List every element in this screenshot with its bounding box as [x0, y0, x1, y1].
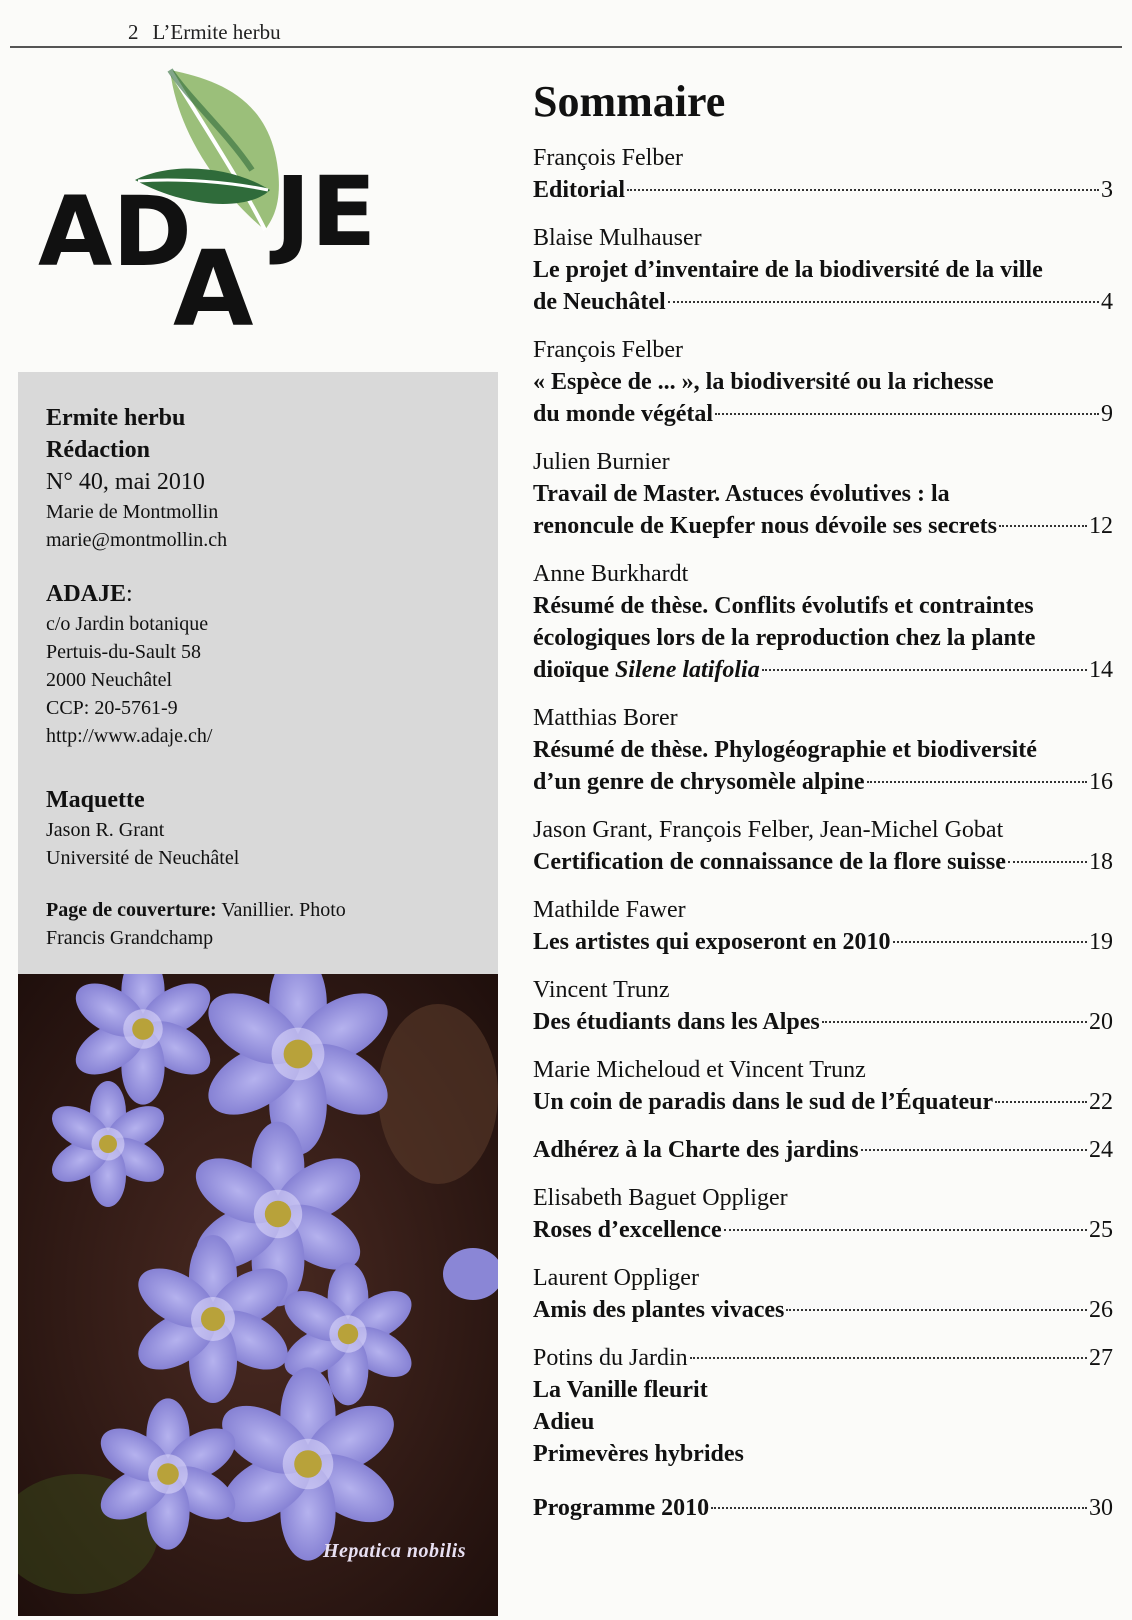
- toc-entry[interactable]: [533, 334, 1113, 430]
- toc-entry-potins[interactable]: [533, 1342, 1113, 1470]
- adaje-colon: :: [126, 581, 133, 607]
- toc-page: 30: [1089, 1495, 1113, 1521]
- toc-title-text: Les artistes qui exposeront en 2010: [533, 929, 891, 955]
- toc-author: Anne Burkhardt: [533, 561, 689, 587]
- editor-email[interactable]: marie@montmollin.ch: [46, 529, 228, 551]
- adaje-label: ADAJE: [46, 581, 127, 607]
- maquette-name: Jason R. Grant: [46, 819, 165, 841]
- toc-page: 9: [1101, 401, 1113, 427]
- toc-page: 25: [1089, 1217, 1113, 1243]
- toc-title-line: « Espèce de ... », la biodiversité ou la richesse: [533, 369, 994, 395]
- toc-page: 4: [1101, 289, 1113, 315]
- toc-author: Vincent Trunz: [533, 977, 670, 1003]
- cover-label: Page de couverture:: [46, 899, 217, 921]
- logo-text-je: JE: [275, 156, 377, 268]
- leader-dots: [786, 1309, 1087, 1311]
- toc-title-text: Amis des plantes vivaces: [533, 1297, 785, 1323]
- toc-author: François Felber: [533, 337, 683, 363]
- toc-author: Jason Grant, François Felber, Jean-Michel Gobat: [533, 817, 1004, 843]
- species-name: Silene latifolia: [615, 657, 760, 683]
- toc-title-text: d’un genre de chrysomèle alpine: [533, 769, 865, 795]
- redaction-label: Rédaction: [46, 437, 150, 463]
- address-line: Pertuis-du-Sault 58: [46, 641, 201, 663]
- toc-leader-line: [533, 1342, 1113, 1374]
- potins-item: Primevères hybrides: [533, 1441, 744, 1467]
- toc-author: Elisabeth Baguet Oppliger: [533, 1185, 788, 1211]
- leader-dots: [762, 669, 1087, 671]
- toc-page: 18: [1089, 849, 1113, 875]
- toc-page: 22: [1089, 1089, 1113, 1115]
- toc-page: 14: [1089, 657, 1113, 683]
- toc-title-text: Des étudiants dans les Alpes: [533, 1009, 820, 1035]
- toc-entry[interactable]: [533, 558, 1113, 686]
- photo-caption: Hepatica nobilis: [323, 1540, 466, 1562]
- toc-title-line: Résumé de thèse. Phylogéographie et biodiversité: [533, 737, 1037, 763]
- toc-page: 26: [1089, 1297, 1113, 1323]
- page-number: 2: [128, 20, 139, 44]
- toc-leader-line: [533, 1086, 1113, 1118]
- address-line: 2000 Neuchâtel: [46, 669, 173, 691]
- toc-leader-line: [533, 1134, 1113, 1166]
- leader-dots: [822, 1021, 1087, 1023]
- toc-author: Laurent Oppliger: [533, 1265, 699, 1291]
- toc-entry[interactable]: [533, 814, 1113, 878]
- leader-dots: [893, 941, 1087, 943]
- toc-author: Julien Burnier: [533, 449, 670, 475]
- toc-leader-line: [533, 1294, 1113, 1326]
- potins-item: Adieu: [533, 1409, 595, 1435]
- table-of-contents: [533, 74, 1113, 1540]
- address-line: c/o Jardin botanique: [46, 613, 209, 635]
- leader-dots: [1008, 861, 1087, 863]
- toc-leader-line: [533, 398, 1113, 430]
- toc-page: 24: [1089, 1137, 1113, 1163]
- adaje-address-block: [46, 578, 212, 750]
- leader-dots: [995, 1101, 1087, 1103]
- cover-credit-block: [46, 896, 346, 952]
- cover-text: Vanillier. Photo: [216, 899, 346, 921]
- toc-title-text: dioïque: [533, 657, 616, 683]
- toc-leader-line: [533, 654, 1113, 686]
- masthead-panel: [18, 372, 498, 974]
- issue-number: N° 40, mai 2010: [46, 469, 205, 495]
- toc-leader-line: [533, 510, 1113, 542]
- toc-entry[interactable]: [533, 142, 1113, 206]
- leader-dots: [690, 1357, 1087, 1359]
- website-link[interactable]: http://www.adaje.ch/: [46, 725, 213, 747]
- toc-title-text: du monde végétal: [533, 401, 713, 427]
- potins-label: Potins du Jardin: [533, 1345, 688, 1371]
- toc-leader-line: [533, 1492, 1113, 1524]
- toc-page: 12: [1089, 513, 1113, 539]
- leader-dots: [711, 1507, 1087, 1509]
- toc-title-text: Certification de connaissance de la flore suisse: [533, 849, 1006, 875]
- toc-leader-line: [533, 174, 1113, 206]
- editor-name: Marie de Montmollin: [46, 501, 219, 523]
- toc-page: 3: [1101, 177, 1113, 203]
- toc-title-line: Résumé de thèse. Conflits évolutifs et contraintes: [533, 593, 1034, 619]
- toc-page: 16: [1089, 769, 1113, 795]
- toc-title-text: Roses d’excellence: [533, 1217, 722, 1243]
- toc-entry[interactable]: [533, 1054, 1113, 1118]
- leader-dots: [715, 413, 1099, 415]
- logo-text-a: A: [173, 228, 254, 350]
- toc-entry[interactable]: [533, 1182, 1113, 1246]
- toc-page: 20: [1089, 1009, 1113, 1035]
- maquette-affiliation: Université de Neuchâtel: [46, 847, 240, 869]
- leader-dots: [999, 525, 1087, 527]
- toc-entry[interactable]: [533, 974, 1113, 1038]
- header-rule: [10, 46, 1122, 48]
- toc-leader-line: [533, 1214, 1113, 1246]
- toc-author: Marie Micheloud et Vincent Trunz: [533, 1057, 866, 1083]
- leader-dots: [861, 1149, 1087, 1151]
- toc-page: 19: [1089, 929, 1113, 955]
- toc-title-text: Editorial: [533, 177, 626, 203]
- toc-author: Matthias Borer: [533, 705, 678, 731]
- toc-leader-line: [533, 286, 1113, 318]
- toc-title-line: écologiques lors de la reproduction chez la plante: [533, 625, 1036, 651]
- toc-entry[interactable]: [533, 222, 1113, 318]
- leader-dots: [627, 189, 1099, 191]
- toc-leader-line: [533, 926, 1113, 958]
- maquette-label: Maquette: [46, 787, 145, 813]
- programme-label: Programme 2010: [533, 1495, 710, 1521]
- journal-name: L’Ermite herbu: [152, 20, 281, 44]
- toc-title-text: Un coin de paradis dans le sud de l’Équateur: [533, 1089, 994, 1115]
- toc-title-line: Travail de Master. Astuces évolutives : la: [533, 481, 950, 507]
- toc-entry[interactable]: [533, 1262, 1113, 1326]
- logo-text-ad: AD: [38, 176, 192, 288]
- cover-photographer: Francis Grandchamp: [46, 927, 214, 949]
- toc-title: Sommaire: [533, 77, 726, 126]
- leader-dots: [724, 1229, 1087, 1231]
- toc-leader-line: [533, 1006, 1113, 1038]
- toc-entry[interactable]: [533, 446, 1113, 542]
- toc-entry-programme[interactable]: [533, 1492, 1113, 1524]
- toc-title-text: de Neuchâtel: [533, 289, 666, 315]
- masthead-title: Ermite herbu: [46, 405, 186, 431]
- toc-entry[interactable]: [533, 702, 1113, 798]
- potins-item: La Vanille fleurit: [533, 1377, 708, 1403]
- redaction-block: [46, 402, 227, 554]
- toc-page: 27: [1089, 1345, 1113, 1371]
- toc-leader-line: [533, 766, 1113, 798]
- running-header: [128, 20, 281, 45]
- maquette-block: [46, 784, 239, 872]
- toc-entry[interactable]: [533, 1134, 1113, 1166]
- adaje-logo: [20, 60, 490, 360]
- toc-leader-line: [533, 846, 1113, 878]
- toc-author: Blaise Mulhauser: [533, 225, 702, 251]
- toc-author: François Felber: [533, 145, 683, 171]
- toc-title-line: Le projet d’inventaire de la biodiversité de la ville: [533, 257, 1043, 283]
- hepatica-photo: [18, 974, 498, 1616]
- leader-dots: [668, 301, 1099, 303]
- ccp-number: CCP: 20-5761-9: [46, 697, 178, 719]
- toc-author: Mathilde Fawer: [533, 897, 686, 923]
- toc-entry[interactable]: [533, 894, 1113, 958]
- toc-title-text: renoncule de Kuepfer nous dévoile ses secrets: [533, 513, 997, 539]
- leader-dots: [867, 781, 1087, 783]
- toc-title-text: Adhérez à la Charte des jardins: [533, 1137, 859, 1163]
